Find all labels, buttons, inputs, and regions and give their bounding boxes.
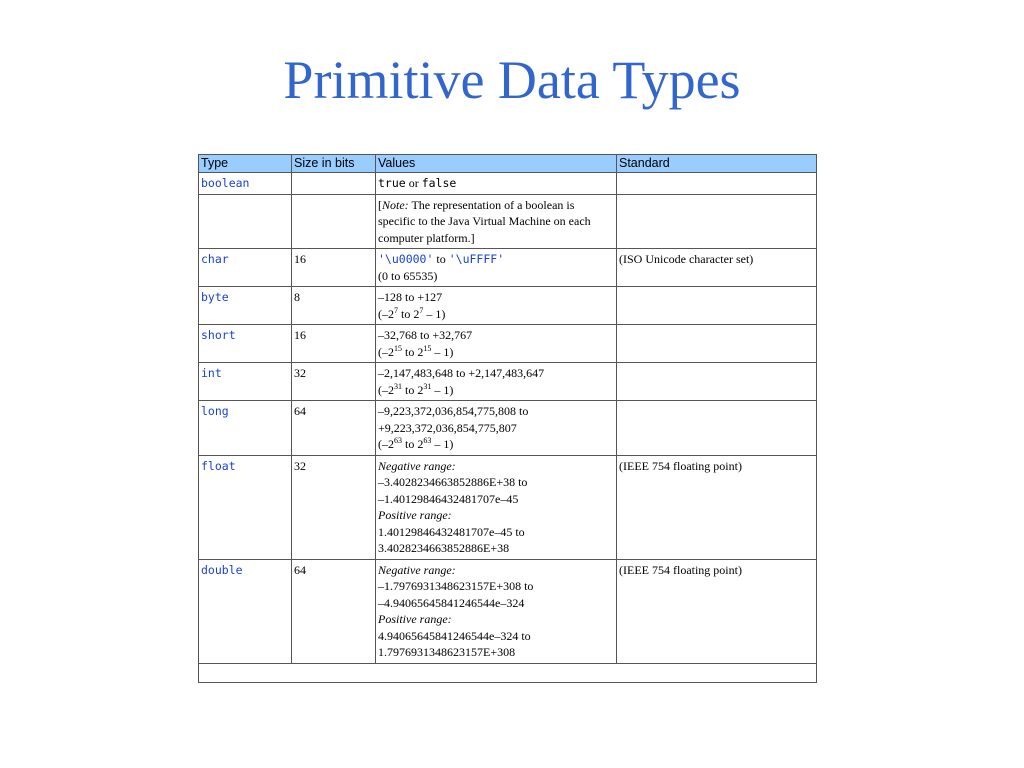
type-name: long	[201, 404, 229, 418]
size-cell: 64	[292, 559, 376, 663]
values-cell	[376, 455, 617, 559]
column-header-values: Values	[376, 155, 617, 173]
size-cell: 64	[292, 401, 376, 456]
exponent: 7	[394, 305, 398, 315]
exponent: 7	[419, 305, 424, 315]
table-row-byte	[199, 287, 817, 325]
standard-cell	[617, 287, 817, 325]
positive-range-line-2: 1.7976931348623157E+308	[378, 645, 516, 659]
exponent: 15	[394, 343, 402, 353]
literal-true: true	[378, 176, 406, 190]
exponent: 63	[423, 436, 432, 445]
negative-range-label: Negative range:	[378, 562, 456, 577]
note-text: The representation of a boolean is specific to the Java Virtual Machine on each computer platform.]	[378, 197, 591, 245]
values-cell	[376, 401, 617, 456]
size-cell: 8	[292, 287, 376, 325]
table-row-boolean-note	[199, 194, 817, 249]
negative-range-line-1: –3.4028234663852886E+38 to	[378, 475, 528, 489]
empty-cell	[292, 194, 376, 249]
standard-cell	[617, 325, 817, 363]
power-mid: to 2	[402, 344, 424, 359]
type-cell	[199, 287, 292, 325]
column-header-size: Size in bits	[292, 155, 376, 173]
type-name: boolean	[201, 176, 250, 190]
positive-range-line-1: 1.40129846432481707e–45 to	[378, 524, 525, 539]
size-cell	[292, 173, 376, 195]
standard-cell: (IEEE 754 floating point)	[617, 559, 817, 663]
range-line-1: –9,223,372,036,854,775,808 to	[378, 404, 529, 418]
standard-cell	[617, 173, 817, 195]
positive-range-line-2: 3.4028234663852886E+38	[378, 541, 510, 555]
type-cell	[199, 249, 292, 287]
values-cell	[376, 287, 617, 325]
positive-range-label: Positive range:	[378, 612, 452, 626]
type-name: byte	[201, 290, 229, 304]
negative-range-line-1: –1.7976931348623157E+308 to	[378, 579, 534, 593]
range-line-2: +9,223,372,036,854,775,807	[378, 420, 517, 435]
table-row-float	[199, 455, 817, 559]
char-max-literal: '\uFFFF'	[448, 252, 505, 266]
power-mid: to 2	[398, 306, 420, 321]
empty-cell	[617, 194, 817, 249]
power-close: – 1)	[431, 344, 454, 359]
range-text: –128 to +127	[378, 290, 443, 304]
or-word: or	[408, 176, 419, 190]
range-text: –32,768 to +32,767	[378, 328, 473, 342]
power-open: (–2	[378, 344, 394, 359]
empty-cell	[199, 663, 817, 682]
type-name: float	[201, 458, 236, 473]
type-cell	[199, 559, 292, 663]
type-cell	[199, 455, 292, 559]
slide-title: Primitive Data Types	[283, 50, 741, 110]
power-close: – 1)	[431, 382, 454, 397]
char-min-literal: '\u0000'	[378, 252, 434, 266]
type-cell	[199, 325, 292, 363]
table-row-long	[199, 401, 817, 456]
table-row-empty	[199, 663, 817, 682]
table-row-char	[199, 249, 817, 287]
standard-cell	[617, 363, 817, 401]
exponent: 31	[394, 381, 402, 391]
power-mid: to 2	[402, 437, 424, 451]
power-mid: to 2	[402, 382, 424, 397]
negative-range-line-2: –1.40129846432481707e–45	[378, 491, 519, 506]
power-open: (–2	[378, 382, 394, 397]
power-open: (–2	[378, 437, 394, 451]
type-cell	[199, 173, 292, 195]
positive-range-line-1: 4.94065645841246544e–324 to	[378, 628, 531, 643]
table-row-int	[199, 363, 817, 401]
power-close: – 1)	[431, 437, 454, 451]
size-cell: 16	[292, 325, 376, 363]
type-cell	[199, 363, 292, 401]
column-header-standard: Standard	[617, 155, 817, 173]
type-name: double	[201, 562, 243, 577]
type-cell	[199, 401, 292, 456]
empty-cell	[199, 194, 292, 249]
power-close: – 1)	[423, 306, 446, 321]
type-name: int	[201, 366, 222, 380]
size-cell: 32	[292, 455, 376, 559]
exponent: 63	[394, 436, 402, 445]
table-row-short	[199, 325, 817, 363]
note-open: [	[378, 197, 382, 212]
note-cell	[376, 194, 617, 249]
values-cell	[376, 363, 617, 401]
values-cell	[376, 249, 617, 287]
range-text: –2,147,483,648 to +2,147,483,647	[378, 366, 545, 380]
size-cell: 16	[292, 249, 376, 287]
values-cell	[376, 173, 617, 195]
values-cell	[376, 325, 617, 363]
table-row-boolean	[199, 173, 817, 195]
to-word: to	[436, 252, 446, 266]
exponent: 15	[423, 343, 432, 353]
primitive-types-table	[198, 154, 817, 683]
size-cell: 32	[292, 363, 376, 401]
values-cell	[376, 559, 617, 663]
positive-range-label: Positive range:	[378, 508, 452, 522]
column-header-type: Type	[199, 155, 292, 173]
standard-cell	[617, 401, 817, 456]
note-label: Note:	[382, 197, 409, 212]
range-text: (0 to 65535)	[378, 268, 438, 283]
table-header-row	[199, 155, 817, 173]
exponent: 31	[423, 381, 432, 391]
type-name: char	[201, 252, 229, 266]
table-row-double	[199, 559, 817, 663]
power-open: (–2	[378, 306, 394, 321]
literal-false: false	[421, 176, 457, 190]
negative-range-line-2: –4.94065645841246544e–324	[378, 595, 525, 610]
negative-range-label: Negative range:	[378, 458, 456, 473]
standard-cell: (IEEE 754 floating point)	[617, 455, 817, 559]
standard-cell: (ISO Unicode character set)	[617, 249, 817, 287]
type-name: short	[201, 328, 236, 342]
